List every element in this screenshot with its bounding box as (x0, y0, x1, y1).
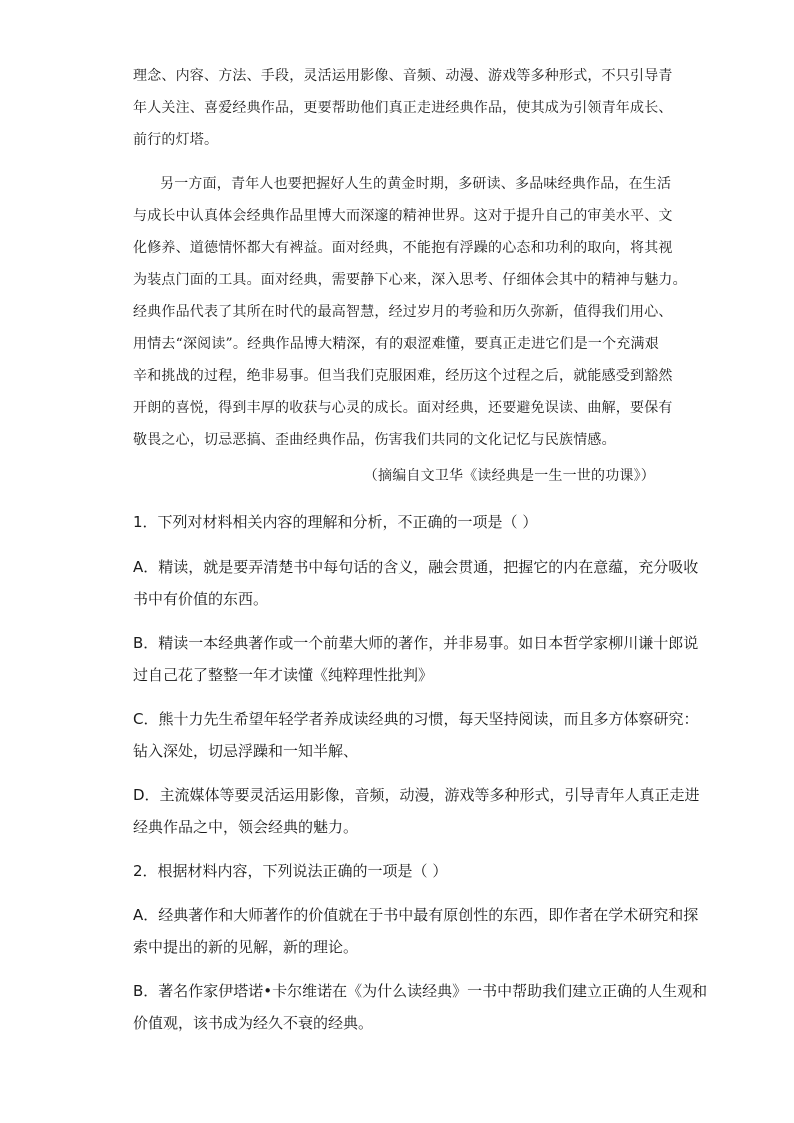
question-1-option-b-cont: 过自己花了整整一年才读懂《纯粹理性批判》 (133, 666, 434, 684)
question-2-option-b: B．著名作家伊塔诺•卡尔维诺在《为什么读经典》一书中帮助我们建立正确的人生观和 (133, 982, 708, 1000)
passage-line: 经典作品代表了其所在时代的最高智慧，经过岁月的考验和历久弥新，值得我们用心、 (133, 304, 673, 320)
question-1-option-a-cont: 书中有价值的东西。 (133, 590, 269, 608)
passage-line: 开朗的喜悦，得到丰厚的收获与心灵的成长。面对经典，还要避免误读、曲解，要保有 (133, 400, 673, 416)
passage-line: 与成长中认真体会经典作品里博大而深邃的精神世界。这对于提升自己的审美水平、文 (133, 208, 673, 224)
question-1-stem: 1．下列对材料相关内容的理解和分析，不正确的一项是（ ） (133, 513, 538, 531)
passage-line: 另一方面，青年人也要把握好人生的黄金时期，多研读、多品味经典作品，在生活 (160, 176, 672, 192)
question-1-option-c-cont: 钻入深处，切忌浮躁和一知半解、 (133, 742, 359, 760)
passage-line: 前行的灯塔。 (133, 132, 219, 148)
question-1-option-d: D．主流媒体等要灵活运用影像，音频，动漫，游戏等多种形式，引导青年人真正走进 (133, 786, 700, 804)
passage-line: 辛和挑战的过程，绝非易事。但当我们克服困难，经历这个过程之后，就能感受到豁然 (133, 368, 673, 384)
question-2-stem: 2．根据材料内容，下列说法正确的一项是（ ） (133, 862, 448, 880)
question-2-option-b-cont: 价值观，该书成为经久不衰的经典。 (133, 1014, 374, 1032)
passage-line: 敬畏之心，切忌恶搞、歪曲经典作品，伤害我们共同的文化记忆与民族情感。 (133, 432, 616, 448)
passage-line: 理念、内容、方法、手段，灵活运用影像、音频、动漫、游戏等多种形式，不只引导青 (133, 68, 673, 84)
passage-source: （摘编自文卫华《读经典是一生一世的功课》） (363, 468, 655, 484)
passage-line: 年人关注、喜爱经典作品，更要帮助他们真正走进经典作品，使其成为引领青年成长、 (133, 100, 673, 116)
passage-line: 化修养、道德情怀都大有裨益。面对经典，不能抱有浮躁的心态和功利的取向，将其视 (133, 240, 673, 256)
question-2-option-a-cont: 索中提出的新的见解，新的理论。 (133, 938, 359, 956)
question-1-option-c: C．熊十力先生希望年轻学者养成读经典的习惯，每天坚持阅读，而且多方体察研究： (133, 710, 699, 728)
question-1-option-d-cont: 经典作品之中，领会经典的魅力。 (133, 818, 359, 836)
question-1-option-b: B．精读一本经典著作或一个前辈大师的著作，并非易事。如日本哲学家柳川谦十郎说 (133, 634, 699, 652)
passage-line: 为装点门面的工具。面对经典，需要静下心来，深入思考、仔细体会其中的精神与魅力。 (133, 272, 687, 288)
question-1-option-a: A．精读，就是要弄清楚书中每句话的含义，融会贯通，把握它的内在意蕴，充分吸收 (133, 558, 699, 576)
question-2-option-a: A．经典著作和大师著作的价值就在于书中最有原创性的东西，即作者在学术研究和探 (133, 906, 699, 924)
passage-line: 用情去“深阅读”。经典作品博大精深，有的艰涩难懂，要真正走进它们是一个充满艰 (133, 336, 659, 352)
